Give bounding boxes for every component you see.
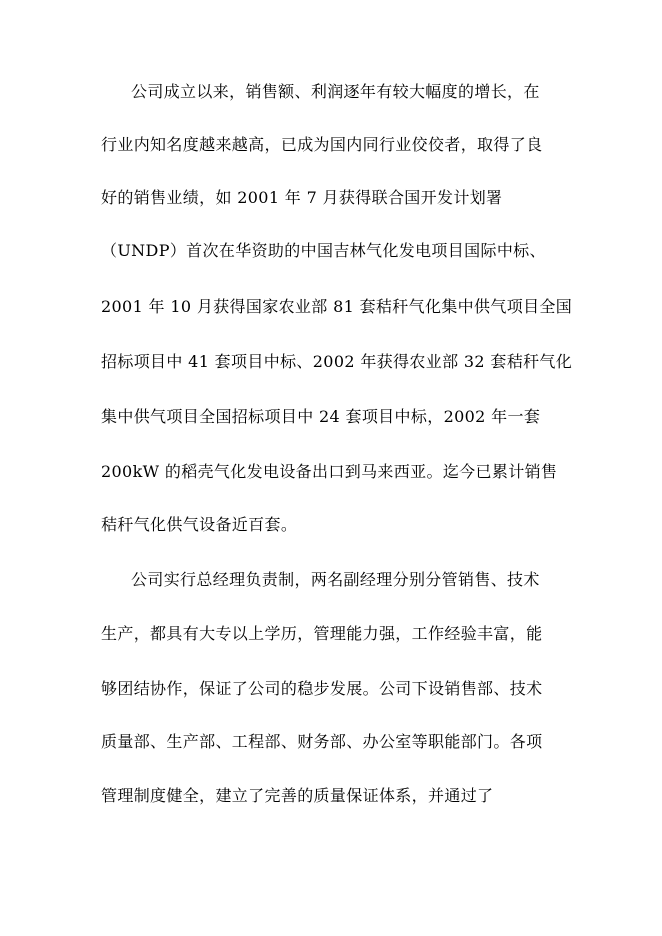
paragraph-2-line-5: 管理制度健全，建立了完善的质量保证体系，并通过了 [101,786,494,805]
paragraph-1-line-6: 招标项目中 41 套项目中标、2002 年获得农业部 32 套秸秆气化 [101,352,573,371]
paragraph-1-line-5: 2001 年 10 月获得国家农业部 81 套秸秆气化集中供气项目全国 [101,297,573,316]
paragraph-1-line-7: 集中供气项目全国招标项目中 24 套项目中标，2002 年一套 [101,407,541,426]
paragraph-1-line-2: 行业内知名度越来越高，已成为国内同行业佼佼者，取得了良 [101,135,543,154]
paragraph-1-line-9: 秸秆气化供气设备近百套。 [101,515,298,534]
paragraph-1-line-4: （UNDP）首次在华资助的中国吉林气化发电项目国际中标、 [101,241,546,260]
paragraph-1-line-1: 公司成立以来，销售额、利润逐年有较大幅度的增长，在 [131,82,540,101]
paragraph-2-line-2: 生产，都具有大专以上学历，管理能力强，工作经验丰富，能 [101,624,543,643]
paragraph-2-line-4: 质量部、生产部、工程部、财务部、办公室等职能部门。各项 [101,732,543,751]
paragraph-2-line-3: 够团结协作，保证了公司的稳步发展。公司下设销售部、技术 [101,679,543,698]
paragraph-1-line-8: 200kW 的稻壳气化发电设备出口到马来西亚。迄今已累计销售 [101,462,558,481]
paragraph-2-line-1: 公司实行总经理负责制，两名副经理分别分管销售、技术 [131,570,540,589]
paragraph-1-line-3: 好的销售业绩，如 2001 年 7 月获得联合国开发计划署 [101,188,503,207]
